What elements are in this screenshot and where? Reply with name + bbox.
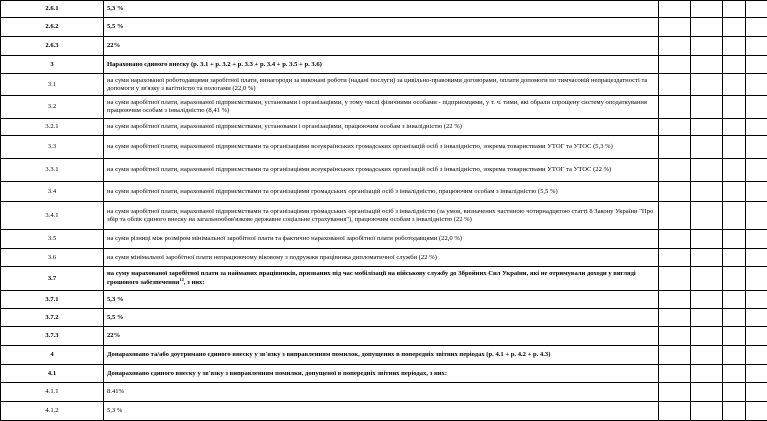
value-cell bbox=[723, 1, 746, 18]
row-description-cell bbox=[104, 37, 659, 56]
row-code-cell: 3.7.3 bbox=[1, 327, 104, 346]
value-cell bbox=[659, 136, 691, 159]
value-cell bbox=[691, 37, 723, 56]
row-code-cell: 4.1.1 bbox=[1, 383, 104, 402]
table-row bbox=[1, 37, 767, 56]
value-cell bbox=[691, 402, 723, 421]
row-code-cell: 3.3.1 bbox=[1, 159, 104, 182]
footnote-marker: 12 bbox=[179, 277, 184, 282]
row-description-cell bbox=[104, 230, 659, 249]
value-cell bbox=[746, 159, 767, 182]
value-cell bbox=[723, 96, 746, 119]
row-description-text: на суми різниці між розміром мінімальної заробітної плати та фактично нарахованої заробітної плати роботодавцями (22,0 %) bbox=[107, 235, 462, 242]
value-cell bbox=[723, 37, 746, 56]
value-cell bbox=[659, 1, 691, 18]
value-cell bbox=[659, 327, 691, 346]
value-cell bbox=[746, 56, 767, 74]
value-cell bbox=[746, 18, 767, 37]
row-code-cell: 4.1 bbox=[1, 365, 104, 383]
row-description-cell bbox=[104, 1, 659, 18]
table-row bbox=[1, 365, 767, 383]
value-cell bbox=[659, 119, 691, 136]
value-cell bbox=[659, 249, 691, 267]
value-cell bbox=[659, 346, 691, 365]
value-cell bbox=[659, 291, 691, 309]
row-code-cell: 4 bbox=[1, 346, 104, 365]
table-row bbox=[1, 182, 767, 202]
row-description-text: 22% bbox=[107, 332, 120, 339]
value-cell bbox=[723, 74, 746, 96]
value-cell bbox=[659, 202, 691, 230]
row-description-cell bbox=[104, 402, 659, 421]
value-cell bbox=[659, 365, 691, 383]
table-row bbox=[1, 119, 767, 136]
row-description-text: 5,3 % bbox=[107, 5, 123, 12]
row-description-cell bbox=[104, 159, 659, 182]
row-code-cell: 3.2 bbox=[1, 96, 104, 119]
row-code-cell: 3.6 bbox=[1, 249, 104, 267]
value-cell bbox=[746, 309, 767, 327]
row-code-cell: 3.2.1 bbox=[1, 119, 104, 136]
row-description-suffix: , з них: bbox=[184, 280, 205, 287]
value-cell bbox=[691, 249, 723, 267]
value-cell bbox=[691, 182, 723, 202]
table-row bbox=[1, 18, 767, 37]
value-cell bbox=[691, 1, 723, 18]
row-description-text: 8.41% bbox=[107, 388, 124, 395]
value-cell bbox=[723, 327, 746, 346]
value-cell bbox=[691, 119, 723, 136]
value-cell bbox=[691, 291, 723, 309]
row-description-cell bbox=[104, 327, 659, 346]
value-cell bbox=[691, 136, 723, 159]
table-row bbox=[1, 309, 767, 327]
value-cell bbox=[723, 182, 746, 202]
value-cell bbox=[659, 182, 691, 202]
value-cell bbox=[746, 383, 767, 402]
value-cell bbox=[723, 230, 746, 249]
value-cell bbox=[746, 402, 767, 421]
value-cell bbox=[723, 365, 746, 383]
value-cell bbox=[659, 56, 691, 74]
row-description-text: 5,5 % bbox=[107, 23, 123, 30]
table-row bbox=[1, 96, 767, 119]
value-cell bbox=[746, 346, 767, 365]
value-cell bbox=[691, 18, 723, 37]
value-cell bbox=[723, 202, 746, 230]
row-description-cell bbox=[104, 267, 659, 291]
value-cell bbox=[723, 159, 746, 182]
row-description-cell bbox=[104, 202, 659, 230]
table-row bbox=[1, 56, 767, 74]
row-description-text: на суми заробітної плати, нарахованої підприємствами та організаціями громадських організацій осіб з інвалідністю (за умов, визначених частиною чотирнадцятою статті 8 Закону України "Про збір та облік єдиного внеску на загальнообов'язкове державне соціальне страхування"), працюючим особам з інвалідністю (22 %) bbox=[107, 208, 653, 223]
value-cell bbox=[746, 96, 767, 119]
table-row bbox=[1, 249, 767, 267]
row-description-text: 5,5 % bbox=[107, 314, 123, 321]
value-cell bbox=[723, 119, 746, 136]
value-cell bbox=[723, 56, 746, 74]
table-row bbox=[1, 159, 767, 182]
value-cell bbox=[691, 96, 723, 119]
table-row bbox=[1, 230, 767, 249]
row-description-cell bbox=[104, 18, 659, 37]
row-code-cell: 4.1.2 bbox=[1, 402, 104, 421]
row-code-cell: 3.1 bbox=[1, 74, 104, 96]
table-row bbox=[1, 74, 767, 96]
row-description-cell bbox=[104, 56, 659, 74]
value-cell bbox=[659, 96, 691, 119]
value-cell bbox=[723, 136, 746, 159]
table-row bbox=[1, 1, 767, 18]
value-cell bbox=[746, 327, 767, 346]
row-code-cell: 3.7.1 bbox=[1, 291, 104, 309]
row-code-cell: 3.3 bbox=[1, 136, 104, 159]
row-description-text: на суми мінімальної заробітної плати непрацюючому віковому з подружжя працівника дипломатичної служби (22 %) bbox=[107, 254, 437, 261]
row-code-cell: 3.4.1 bbox=[1, 202, 104, 230]
value-cell bbox=[691, 365, 723, 383]
value-cell bbox=[691, 56, 723, 74]
row-description-cell bbox=[104, 96, 659, 119]
row-description-text: 22% bbox=[107, 42, 120, 49]
value-cell bbox=[659, 383, 691, 402]
value-cell bbox=[659, 74, 691, 96]
table-row bbox=[1, 202, 767, 230]
value-cell bbox=[691, 267, 723, 291]
value-cell bbox=[691, 202, 723, 230]
value-cell bbox=[659, 230, 691, 249]
value-cell bbox=[723, 402, 746, 421]
value-cell bbox=[746, 202, 767, 230]
value-cell bbox=[691, 346, 723, 365]
value-cell bbox=[659, 159, 691, 182]
row-description-text: на суму нарахованої заробітної плати за найманих працівників, призваних під час мобілізації на військову службу до Збройних Сил України, які не отримували доходи у вигляді грошового забезпечення bbox=[107, 270, 636, 287]
row-description-text: на суми заробітної плати, нарахованої підприємствами та організаціями громадських організацій осіб з інвалідністю, працюючим особам з інвалідністю (5,5 %) bbox=[107, 188, 558, 195]
row-description-text: Донараховано єдиного внеску у зв'язку з виправленням помилки, допущеної в попередніх звітних періодах, з них: bbox=[107, 370, 447, 377]
value-cell bbox=[746, 365, 767, 383]
value-cell bbox=[659, 267, 691, 291]
table-row bbox=[1, 327, 767, 346]
row-description-text: 5,3 % bbox=[107, 407, 122, 414]
value-cell bbox=[746, 267, 767, 291]
row-description-cell bbox=[104, 182, 659, 202]
value-cell bbox=[691, 159, 723, 182]
value-cell bbox=[723, 249, 746, 267]
value-cell bbox=[746, 291, 767, 309]
value-cell bbox=[746, 37, 767, 56]
value-cell bbox=[723, 383, 746, 402]
value-cell bbox=[746, 74, 767, 96]
row-description-cell bbox=[104, 249, 659, 267]
value-cell bbox=[723, 267, 746, 291]
value-cell bbox=[691, 383, 723, 402]
row-description-text: Донараховано та/або доутримано єдиного внеску у зв'язку з виправленням помилок, допущених в попередніх звітних періодах (р. 4.1 + р. 4.2 + р. 4.3) bbox=[107, 351, 550, 358]
value-cell bbox=[723, 291, 746, 309]
value-cell bbox=[691, 327, 723, 346]
value-cell bbox=[746, 136, 767, 159]
row-description-cell bbox=[104, 74, 659, 96]
row-description-cell bbox=[104, 309, 659, 327]
row-code-cell: 3 bbox=[1, 56, 104, 74]
row-code-cell: 2.6.3 bbox=[1, 37, 104, 56]
row-code-cell: 3.4 bbox=[1, 182, 104, 202]
row-code-cell: 3.5 bbox=[1, 230, 104, 249]
table-row bbox=[1, 267, 767, 291]
value-cell bbox=[746, 230, 767, 249]
value-cell bbox=[746, 182, 767, 202]
row-code-cell: 3.7 bbox=[1, 267, 104, 291]
value-cell bbox=[746, 119, 767, 136]
row-description-cell bbox=[104, 291, 659, 309]
value-cell bbox=[691, 309, 723, 327]
row-code-cell: 2.6.1 bbox=[1, 1, 104, 18]
value-cell bbox=[691, 74, 723, 96]
row-description-text: Нараховано єдиного внеску (р. 3.1 + р. 3.2 + р. 3.3 + р. 3.4 + р. 3.5 + р. 3.6) bbox=[107, 61, 322, 68]
value-cell bbox=[659, 402, 691, 421]
row-description-text: на суми заробітної плати, нарахованої підприємствами та організаціями всеукраїнських громадських організацій осіб з інвалідністю, зокрема товариствами УТОГ та УТОС (22 %) bbox=[107, 166, 611, 173]
row-description-text: на суми заробітної плати, нарахованої підприємствами та організаціями всеукраїнських громадських організацій осіб з інвалідністю, зокрема товариствами УТОГ та УТОС (5,3 %) bbox=[107, 143, 613, 150]
value-cell bbox=[723, 18, 746, 37]
row-description-cell bbox=[104, 383, 659, 402]
row-description-text: на суми нарахованої роботодавцями заробітної плати, винагороди за виконані роботи (надані послуги) за цивільно-правовими договорами, оплати допомоги по тимчасовій непрацездатності та допомоги у зв'язку з вагітністю та пологами (22,0 %) bbox=[107, 77, 647, 92]
row-description-cell bbox=[104, 119, 659, 136]
row-description-text: на суми заробітної плати, нарахованої підприємствами, установами і організаціями, у тому числі фізичними особами - підприємцями, у т. ч. тими, які обрали спрощену систему оподаткування працюючим особам з інвалідністю (8,41 %) bbox=[107, 99, 647, 114]
value-cell bbox=[746, 1, 767, 18]
row-description-cell bbox=[104, 346, 659, 365]
value-cell bbox=[746, 249, 767, 267]
value-cell bbox=[659, 309, 691, 327]
table-row bbox=[1, 136, 767, 159]
value-cell bbox=[659, 37, 691, 56]
row-description-cell bbox=[104, 136, 659, 159]
row-description-cell bbox=[104, 365, 659, 383]
table-row bbox=[1, 383, 767, 402]
value-cell bbox=[691, 230, 723, 249]
value-cell bbox=[723, 309, 746, 327]
row-description-text: на суми заробітної плати, нарахованої підприємствами, установами і організаціями, працюючим особам з інвалідністю (22 %) bbox=[107, 123, 462, 130]
row-code-cell: 2.6.2 bbox=[1, 18, 104, 37]
table-row bbox=[1, 346, 767, 365]
value-cell bbox=[723, 346, 746, 365]
row-description-text: 5,3 % bbox=[107, 296, 123, 303]
table-row bbox=[1, 402, 767, 421]
value-cell bbox=[659, 18, 691, 37]
row-code-cell: 3.7.2 bbox=[1, 309, 104, 327]
table-row bbox=[1, 291, 767, 309]
